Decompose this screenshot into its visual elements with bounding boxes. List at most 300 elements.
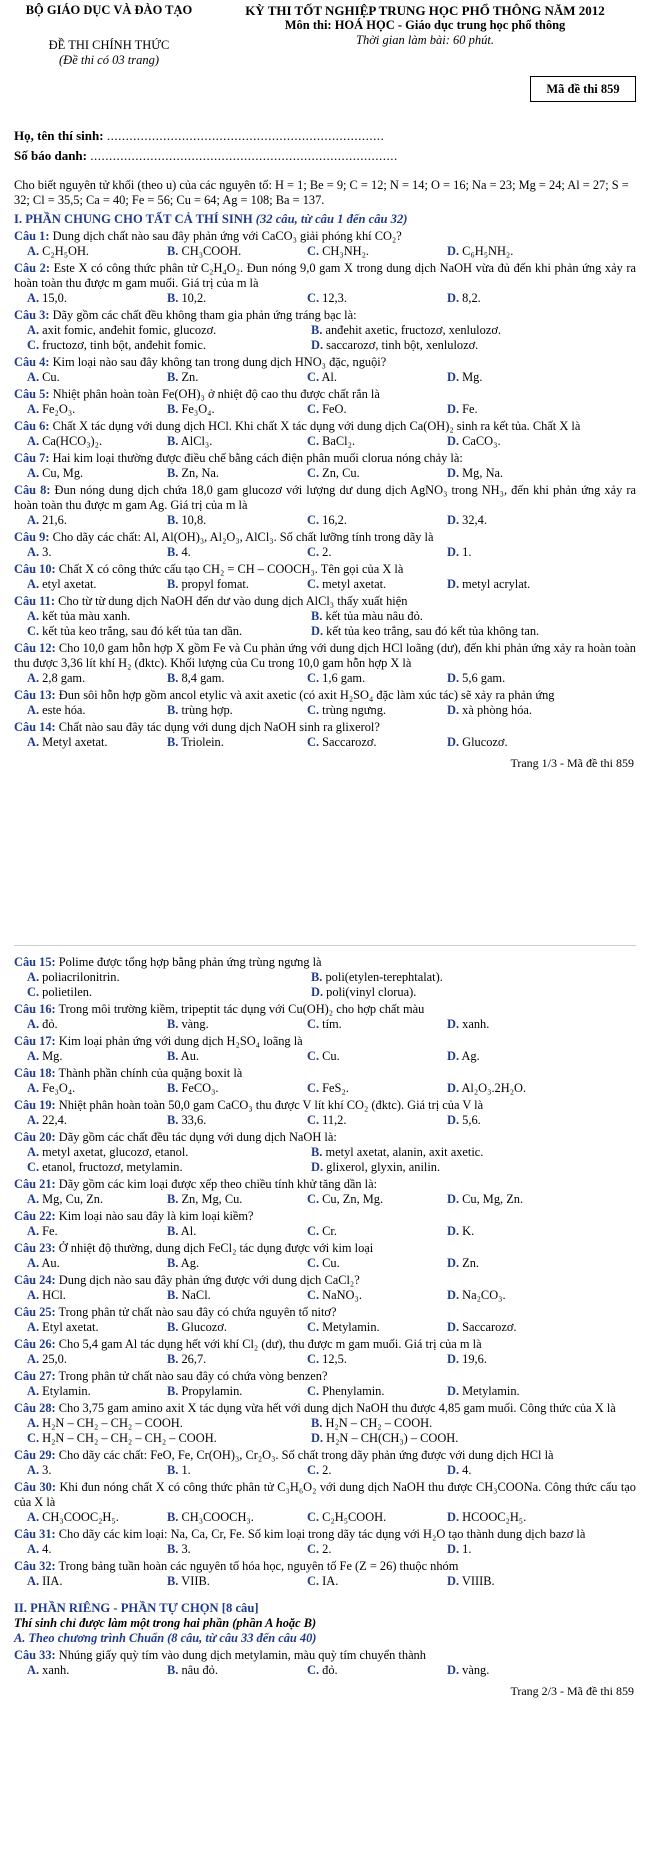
answer-option [307, 513, 447, 528]
question [14, 1034, 636, 1064]
option-text: CaCO₃. [462, 434, 501, 448]
answer-option [167, 370, 307, 385]
option-text: FeCO₃. [181, 1081, 219, 1095]
answer-option [307, 1049, 447, 1064]
answer-option [27, 545, 167, 560]
option-text: este hóa. [42, 703, 86, 717]
option-text: Etyl axetat. [42, 1320, 99, 1334]
answer-option [447, 577, 587, 592]
answer-options [14, 1320, 636, 1335]
option-text: Ag. [461, 1049, 480, 1063]
question-stem: Trong bảng tuần hoàn các nguyên tố hóa học, nguyên tố Fe (Z = 26) thuộc nhóm [58, 1559, 459, 1573]
answer-option [307, 1224, 447, 1239]
question [14, 1066, 636, 1096]
question-text [14, 1098, 636, 1113]
question-stem: Cho dãy các chất: FeO, Fe, Cr(OH)₃, Cr₂O₃. Số chất trong dãy phản ứng được với dung dịch HCl là [58, 1448, 554, 1462]
option-letter: A. [27, 703, 40, 717]
answer-options [14, 402, 636, 417]
option-letter: B. [167, 1256, 179, 1270]
question [14, 355, 636, 385]
answer-option [307, 703, 447, 718]
question-number: Câu 16: [14, 1002, 56, 1016]
answer-options [14, 1510, 636, 1525]
option-letter: A. [27, 1352, 40, 1366]
question-text [14, 1209, 636, 1224]
question [14, 530, 636, 560]
option-letter: A. [27, 402, 40, 416]
answer-option [167, 1017, 307, 1032]
ministry-name: BỘ GIÁO DỤC VÀ ĐÀO TẠO [25, 3, 193, 17]
answer-option [447, 402, 587, 417]
option-text: Metyl axetat. [42, 735, 108, 749]
answer-option [27, 703, 167, 718]
option-text: NaNO₃. [322, 1288, 362, 1302]
option-letter: C. [307, 671, 320, 685]
question-number: Câu 15: [14, 955, 56, 969]
option-letter: D. [447, 402, 460, 416]
page-1-footer: Trang 1/3 - Mã đề thi 859 [510, 756, 634, 770]
question-text [14, 1177, 636, 1192]
option-text: Cu, Zn, Mg. [322, 1192, 384, 1206]
option-text: 21,6. [42, 513, 67, 527]
answer-options [14, 1049, 636, 1064]
question-number: Câu 21: [14, 1177, 56, 1191]
option-letter: C. [307, 370, 320, 384]
answer-option [311, 609, 595, 624]
answer-option [27, 513, 167, 528]
answer-option [27, 434, 167, 449]
option-text: Mg, Cu, Zn. [42, 1192, 104, 1206]
option-text: C₂H₅OH. [42, 244, 90, 258]
question [14, 562, 636, 592]
question-stem: Kim loại nào sau đây không tan trong dung dịch HNO₃ đặc, nguội? [52, 355, 387, 369]
option-letter: A. [27, 1017, 40, 1031]
option-text: đỏ. [322, 1663, 338, 1677]
answer-options [14, 434, 636, 449]
option-text: VIIIB. [461, 1574, 495, 1588]
answer-option [447, 513, 587, 528]
answer-option [311, 1416, 595, 1431]
option-text: IA. [322, 1574, 339, 1588]
option-text: AlCl₃. [180, 434, 213, 448]
question-number: Câu 22: [14, 1209, 56, 1223]
option-text: 3. [181, 1542, 191, 1556]
page-count-note: (Đề thi có 03 trang) [59, 53, 159, 67]
question-number: Câu 29: [14, 1448, 56, 1462]
question-stem: Chất nào sau đây tác dụng với dung dịch NaOH sinh ra glixerol? [58, 720, 380, 734]
answer-option [447, 1288, 587, 1303]
option-text: 2. [322, 1542, 332, 1556]
answer-options [14, 609, 636, 639]
question-number: Câu 4: [14, 355, 50, 369]
answer-option [307, 1081, 447, 1096]
question-number: Câu 26: [14, 1337, 56, 1351]
option-letter: D. [447, 1256, 460, 1270]
option-text: 3. [42, 1463, 52, 1477]
question-number: Câu 3: [14, 308, 50, 322]
answer-option [167, 513, 307, 528]
answer-option [27, 1224, 167, 1239]
question-stem: Este X có công thức phân tử C₂H₄O₂. Đun nóng 9,0 gam X trong dung dịch NaOH vừa đủ đến khi phản ứng xảy ra hoàn toàn thu được m gam muối. Giá trị của m là [14, 261, 636, 290]
question-text [14, 1034, 636, 1049]
option-text: H₂N – CH₂ – COOH. [325, 1416, 433, 1430]
question-stem: Dãy gồm các chất đều tác dụng với dung dịch NaOH là: [58, 1130, 337, 1144]
option-text: NaCl. [181, 1288, 211, 1302]
option-text: 11,2. [322, 1113, 347, 1127]
question [14, 688, 636, 718]
answer-options [14, 1113, 636, 1128]
answer-option [447, 1256, 587, 1271]
option-letter: B. [311, 1416, 323, 1430]
answer-option [307, 1510, 447, 1525]
candidate-id-label: Số báo danh: [14, 148, 87, 163]
answer-option [167, 1049, 307, 1064]
option-letter: D. [447, 1384, 460, 1398]
question [14, 1337, 636, 1367]
answer-option [307, 1384, 447, 1399]
option-text: HCOOC₂H₅. [462, 1510, 527, 1524]
answer-option [27, 1663, 167, 1678]
option-letter: B. [167, 1017, 179, 1031]
question [14, 641, 636, 686]
option-text: nâu đỏ. [181, 1663, 218, 1677]
answer-option [447, 1049, 587, 1064]
option-letter: D. [447, 1081, 460, 1095]
answer-option [307, 735, 447, 750]
answer-option [447, 466, 587, 481]
option-text: FeS₂. [322, 1081, 349, 1095]
question-stem: Trong môi trường kiềm, tripeptit tác dụng với Cu(OH)₂ cho hợp chất màu [58, 1002, 425, 1016]
option-text: IIA. [42, 1574, 63, 1588]
answer-option [307, 1256, 447, 1271]
page-1-block [14, 212, 636, 771]
option-text: 2. [322, 545, 332, 559]
answer-option [311, 624, 595, 639]
question [14, 261, 636, 306]
question-number: Câu 9: [14, 530, 50, 544]
answer-option [307, 1542, 447, 1557]
option-letter: D. [447, 1113, 460, 1127]
option-text: 16,2. [322, 513, 347, 527]
option-letter: B. [167, 1574, 179, 1588]
answer-option [447, 1081, 587, 1096]
question-number: Câu 12: [14, 641, 56, 655]
question-stem: Cho từ từ dung dịch NaOH đến dư vào dung dịch AlCl₃ thấy xuất hiện [58, 594, 408, 608]
question-text [14, 1066, 636, 1081]
question [14, 229, 636, 259]
question-number: Câu 31: [14, 1527, 56, 1541]
option-letter: D. [447, 1510, 460, 1524]
answer-option [447, 1574, 587, 1589]
candidate-id-dots: .................................................................................. [90, 148, 398, 163]
option-letter: D. [447, 545, 460, 559]
option-letter: D. [447, 703, 460, 717]
option-letter: C. [307, 1017, 320, 1031]
option-text: Zn. [462, 1256, 480, 1270]
answer-option [167, 1352, 307, 1367]
option-letter: B. [167, 370, 179, 384]
time-line: Thời gian làm bài: 60 phút. [356, 33, 494, 47]
question-number: Câu 13: [14, 688, 56, 702]
answer-option [167, 1192, 307, 1207]
option-letter: C. [307, 513, 320, 527]
question-text [14, 229, 636, 244]
question-stem: Cho 5,4 gam Al tác dụng hết với khí Cl₂ (dư), thu được m gam muối. Giá trị của m là [58, 1337, 482, 1351]
answer-options [14, 1384, 636, 1399]
option-letter: B. [311, 323, 323, 337]
question-number: Câu 6: [14, 419, 50, 433]
option-text: 2,8 gam. [42, 671, 86, 685]
option-text: Mg, Na. [462, 466, 504, 480]
question-text [14, 720, 636, 735]
option-letter: D. [447, 513, 460, 527]
question-stem: Cho 3,75 gam amino axit X tác dụng vừa hết với dung dịch NaOH thu được 4,85 gam muối. Công thức của X là [58, 1401, 616, 1415]
question-text [14, 955, 636, 970]
answer-options [14, 1256, 636, 1271]
option-letter: D. [447, 671, 460, 685]
part-a-title: A. Theo chương trình Chuẩn (8 câu, từ câu 33 đến câu 40) [14, 1631, 317, 1645]
question-number: Câu 7: [14, 451, 50, 465]
option-text: axit fomic, anđehit fomic, glucozơ. [42, 323, 217, 337]
option-text: FeO. [322, 402, 347, 416]
answer-option [447, 1510, 587, 1525]
option-text: metyl axetat, alanin, axit axetic. [325, 1145, 484, 1159]
question [14, 1098, 636, 1128]
option-text: xà phòng hóa. [462, 703, 533, 717]
option-letter: C. [307, 1542, 320, 1556]
option-letter: B. [167, 1288, 179, 1302]
option-text: C₆H₅NH₂. [462, 244, 514, 258]
answer-option [447, 1113, 587, 1128]
option-letter: A. [27, 1416, 40, 1430]
question-text [14, 483, 636, 513]
option-text: H₂N – CH₂ – CH₂ – COOH. [42, 1416, 183, 1430]
option-letter: B. [167, 577, 179, 591]
option-letter: C. [307, 577, 320, 591]
question-text [14, 451, 636, 466]
question-number: Câu 10: [14, 562, 56, 576]
candidate-name-dots: .......................................................................... [106, 128, 385, 143]
question-stem: Dung dịch chất nào sau đây phản ứng với CaCO₃ giải phóng khí CO₂? [52, 229, 402, 243]
question-list-part-a [14, 1648, 636, 1678]
option-letter: B. [167, 291, 179, 305]
answer-option [447, 703, 587, 718]
answer-option [167, 466, 307, 481]
option-letter: A. [27, 466, 40, 480]
option-text: Fe. [42, 1224, 58, 1238]
option-letter: A. [27, 1510, 40, 1524]
option-letter: D. [447, 1663, 460, 1677]
option-text: 12,3. [322, 291, 347, 305]
option-text: HCl. [42, 1288, 66, 1302]
answer-option [447, 545, 587, 560]
option-text: metyl axetat, glucozơ, etanol. [42, 1145, 189, 1159]
option-letter: A. [27, 370, 40, 384]
answer-options [14, 323, 636, 353]
question-stem: Nhiệt phân hoàn toàn 50,0 gam CaCO₃ thu được V lít khí CO₂ (đktc). Giá trị của V là [58, 1098, 484, 1112]
answer-options [14, 970, 636, 1000]
option-text: Ag. [180, 1256, 200, 1270]
option-letter: C. [307, 1081, 320, 1095]
option-text: Metylamin. [322, 1320, 380, 1334]
question-text [14, 1002, 636, 1017]
answer-options [14, 1192, 636, 1207]
answer-option [311, 1431, 595, 1446]
question-stem: Đun nóng dung dịch chứa 18,0 gam glucozơ với lượng dư dung dịch AgNO₃ trong NH₃, đến khi phản ứng xảy ra hoàn toàn thu được m gam Ag. Giá trị của m là [14, 483, 636, 512]
option-text: K. [462, 1224, 475, 1238]
question-text [14, 308, 636, 323]
option-letter: B. [167, 735, 179, 749]
option-text: Saccarozơ. [322, 735, 377, 749]
answer-option [27, 1542, 167, 1557]
option-letter: B. [167, 1510, 179, 1524]
answer-option [27, 671, 167, 686]
option-text: 25,0. [42, 1352, 67, 1366]
question-stem: Nhiệt phân hoàn toàn Fe(OH)₃ ở nhiệt độ cao thu được chất rắn là [52, 387, 380, 401]
option-letter: D. [311, 1431, 324, 1445]
question-number: Câu 27: [14, 1369, 56, 1383]
option-letter: D. [447, 291, 460, 305]
question-number: Câu 17: [14, 1034, 56, 1048]
option-text: Cu, Mg. [42, 466, 84, 480]
option-text: poli(etylen-terephtalat). [325, 970, 443, 984]
question-stem: Dãy gồm các kim loại được xếp theo chiều tính khử tăng dần là: [58, 1177, 378, 1191]
option-letter: B. [311, 609, 323, 623]
option-text: 4. [181, 545, 191, 559]
answer-option [27, 735, 167, 750]
option-letter: A. [27, 1113, 40, 1127]
answer-option [447, 735, 587, 750]
option-text: 8,4 gam. [181, 671, 225, 685]
option-text: 10,8. [181, 513, 207, 527]
option-text: Zn. [181, 370, 199, 384]
answer-option [167, 402, 307, 417]
option-text: Fe₃O₄. [181, 402, 215, 416]
question [14, 308, 636, 353]
option-text: BaCl₂. [322, 434, 356, 448]
answer-option [27, 1192, 167, 1207]
option-letter: A. [27, 1320, 40, 1334]
question-text [14, 387, 636, 402]
option-text: H₂N – CH₂ – CH₂ – CH₂ – COOH. [42, 1431, 217, 1445]
option-text: Al₂O₃.2H₂O. [461, 1081, 527, 1095]
option-text: etanol, fructozơ, metylamin. [42, 1160, 183, 1174]
option-letter: C. [307, 1256, 320, 1270]
option-text: Au. [180, 1049, 200, 1063]
option-letter: C. [27, 985, 40, 999]
answer-option [167, 434, 307, 449]
option-letter: C. [307, 1113, 320, 1127]
question [14, 1369, 636, 1399]
option-letter: C. [307, 1288, 320, 1302]
answer-option [447, 1224, 587, 1239]
question-number: Câu 18: [14, 1066, 56, 1080]
question-stem: Dung dịch nào sau đây phản ứng được với dung dịch CaCl₂? [58, 1273, 360, 1287]
answer-options [14, 1463, 636, 1478]
option-text: 19,6. [462, 1352, 487, 1366]
answer-option [307, 577, 447, 592]
option-text: CH₃COOCH₃. [181, 1510, 254, 1524]
option-letter: D. [447, 434, 460, 448]
subject-line: Môn thi: HOÁ HỌC - Giáo dục trung học phổ thông [284, 18, 566, 32]
answer-options [14, 1574, 636, 1589]
answer-option [27, 577, 167, 592]
question-number: Câu 20: [14, 1130, 56, 1144]
exam-title: KỲ THI TỐT NGHIỆP TRUNG HỌC PHỔ THÔNG NĂM 2012 [245, 3, 605, 18]
option-letter: C. [307, 434, 320, 448]
option-letter: D. [311, 985, 324, 999]
option-letter: A. [27, 671, 40, 685]
option-text: Ca(HCO₃)₂. [42, 434, 103, 448]
option-letter: A. [27, 434, 40, 448]
option-letter: B. [167, 1663, 179, 1677]
option-text: anđehit axetic, fructozơ, xenlulozơ. [325, 323, 501, 337]
option-letter: C. [307, 402, 320, 416]
option-letter: A. [27, 545, 40, 559]
option-text: Au. [41, 1256, 60, 1270]
answer-option [311, 985, 595, 1000]
option-letter: B. [167, 434, 179, 448]
option-text: Glucozơ. [462, 735, 508, 749]
option-letter: A. [27, 1288, 40, 1302]
question-number: Câu 32: [14, 1559, 56, 1573]
question [14, 419, 636, 449]
option-text: vàng. [462, 1663, 490, 1677]
option-text: tím. [322, 1017, 342, 1031]
answer-option [27, 291, 167, 306]
option-text: 10,2. [181, 291, 207, 305]
question-number: Câu 23: [14, 1241, 56, 1255]
option-letter: D. [447, 1049, 460, 1063]
question-stem: Khi đun nóng chất X có công thức phân tử C₃H₆O₂ với dung dịch NaOH thu được CH₃COONa. Công thức cấu tạo của X là [14, 1480, 636, 1509]
answer-options [14, 671, 636, 686]
option-text: poliacrilonitrin. [42, 970, 120, 984]
answer-options [14, 466, 636, 481]
answer-option [307, 1320, 447, 1335]
answer-options [14, 1663, 636, 1678]
option-letter: C. [307, 1663, 320, 1677]
option-letter: A. [27, 513, 40, 527]
answer-option [307, 1663, 447, 1678]
option-letter: A. [27, 291, 40, 305]
option-text: Propylamin. [181, 1384, 243, 1398]
option-letter: C. [307, 1463, 320, 1477]
option-text: 5,6 gam. [462, 671, 506, 685]
exam-code-box: Mã đề thi 859 [530, 76, 636, 102]
question-text [14, 1273, 636, 1288]
option-text: 8,2. [462, 291, 481, 305]
answer-option [167, 1288, 307, 1303]
option-letter: A. [27, 577, 40, 591]
answer-option [27, 970, 311, 985]
question [14, 1527, 636, 1557]
answer-option [307, 370, 447, 385]
answer-option [447, 1017, 587, 1032]
option-text: CH₃COOC₂H₅. [42, 1510, 119, 1524]
answer-option [311, 1145, 595, 1160]
question-stem: Ở nhiệt độ thường, dung dịch FeCl₂ tác dụng được với kim loại [58, 1241, 374, 1255]
option-text: Cu. [322, 1049, 340, 1063]
option-text: Al. [321, 370, 337, 384]
answer-option [307, 1574, 447, 1589]
option-text: 1. [181, 1463, 191, 1477]
option-text: Fe. [462, 402, 478, 416]
option-letter: B. [167, 1192, 179, 1206]
option-letter: B. [311, 970, 323, 984]
question [14, 1401, 636, 1446]
question [14, 1241, 636, 1271]
option-letter: B. [167, 244, 179, 258]
